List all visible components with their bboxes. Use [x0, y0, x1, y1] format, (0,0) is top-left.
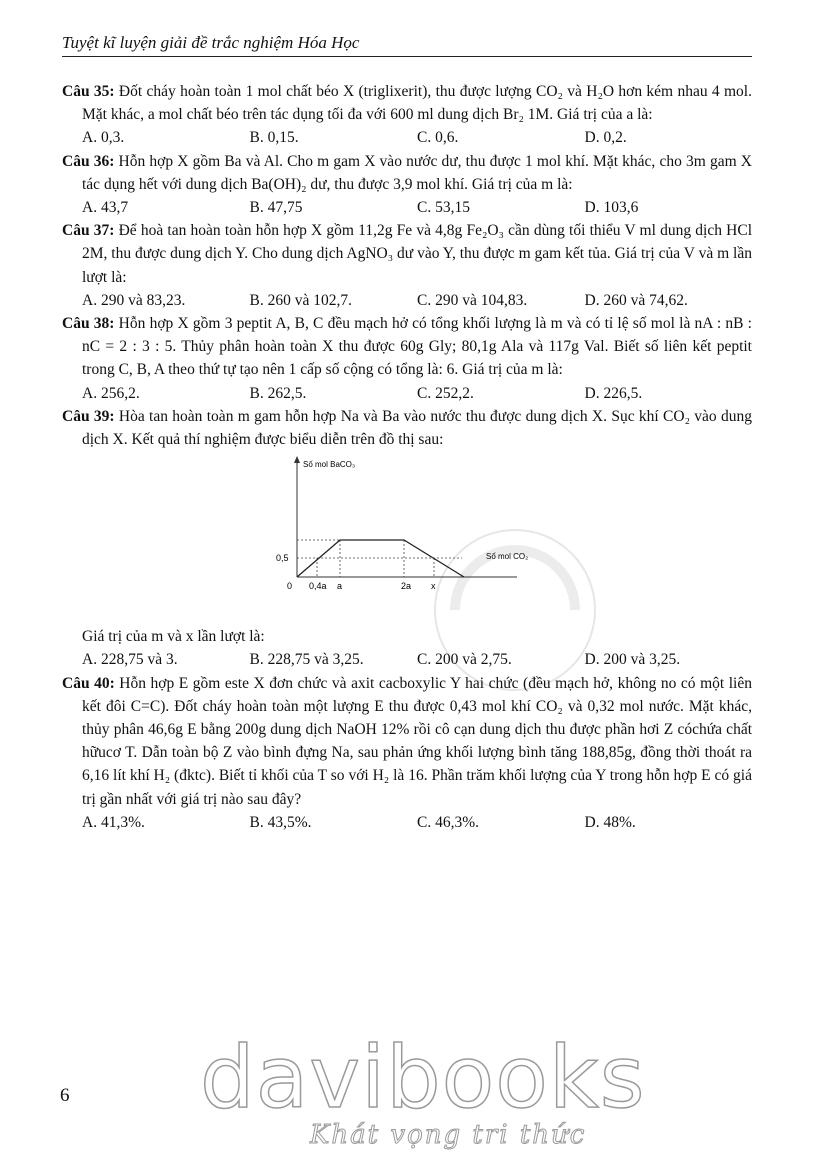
page-number: 6: [60, 1085, 70, 1106]
question-text: Đốt cháy hoàn toàn 1 mol chất béo X (triglixerit), thu được lượng CO₂ và H₂O hơn kém nhau 4 mol. Mặt khác, a mol chất béo trên tác dụng tối đa với 600 ml dung dịch Br₂ 1M. Giá trị của a là:: [82, 83, 752, 124]
question-40: [62, 672, 752, 834]
option-c: C. 200 và 2,75.: [417, 651, 512, 669]
x-tick-label: 0,4a: [309, 581, 327, 592]
question-list: [62, 80, 752, 834]
option-b: B. 47,75: [249, 199, 303, 217]
question-text: Hỗn hợp X gồm Ba và Al. Cho m gam X vào nước dư, thu được 1 mol khí. Mặt khác, cho 3m gam X tác dụng hết với dung dịch Ba(OH)₂ dư, thu được 3,9 mol khí. Giá trị của m là:: [82, 152, 752, 193]
question-35: [62, 80, 752, 150]
question-number: Câu 38:: [62, 315, 115, 333]
option-c: C. 290 và 104,83.: [417, 291, 528, 309]
x-axis-label: Số mol CO₂: [486, 552, 529, 562]
question-38: [62, 312, 752, 405]
origin-label: 0: [287, 581, 293, 592]
question-text: Hòa tan hoàn toàn m gam hỗn hợp Na và Ba vào nước thu được dung dịch X. Sục khí CO₂ vào dung dịch X. Kết quả thí nghiệm được biểu diễn trên đồ thị sau:: [82, 407, 753, 449]
question-text: Hỗn hợp E gồm este X đơn chức và axit cacboxylic Y hai chức (đều mạch hở, không no có một liên kết đôi C=C). Đốt cháy hoàn toàn một lượng E thu được 0,43 mol khí CO₂ và 0,32 mol nước. Mặt khác, thủy phân 46,6g E bằng 200g dung dịch NaOH 12% rồi cô cạn dung dịch thu được phần hơi Z cóchứa chất hữucơ T. Dẫn toàn bộ Z vào bình đựng Na, sau phản ứng khối lượng bình tăng 188,85g, đồng thời thoát ra 6,16 lít khí H₂ (đktc). Biết tỉ khối của T so với H₂ là 16. Phần trăm khối lượng của Y trong hỗn hợp E có giá trị gần nhất với giá trị nào sau đây?: [82, 674, 752, 808]
publisher-logo: [200, 1028, 646, 1155]
option-c: C. 0,6.: [417, 129, 459, 147]
option-d: D. 0,2.: [584, 129, 627, 147]
question-text: Hỗn hợp X gồm 3 peptit A, B, C đều mạch hở có tổng khối lượng là m và có tỉ lệ số mol là nA : nB : nC = 2 : 3 : 5. Thủy phân hoàn toàn X thu được 60g Gly; 80,1g Ala và 117g Val. Biết số liên kết peptit trong C, B, A theo thứ tự tạo nên 1 cấp số cộng có tổng là: 6. Giá trị của m là:: [82, 315, 752, 379]
question-36: [62, 150, 752, 220]
option-a: A. 256,2.: [82, 384, 140, 402]
option-a: A. 228,75 và 3.: [82, 651, 178, 669]
option-b: B. 228,75 và 3,25.: [249, 651, 364, 669]
question-37: [62, 219, 752, 312]
question-text: Để hoà tan hoàn toàn hỗn hợp X gồm 11,2g Fe và 4,8g Fe₂O₃ cần dùng tối thiểu V ml dung dịch HCl 2M, thu được dung dịch Y. Cho dung dịch AgNO₃ dư vào Y, thu được m gam kết tủa. Giá trị của V và m lần lượt là:: [82, 222, 753, 286]
logo-slogan: Khát vọng tri thức: [310, 1120, 587, 1150]
x-tick-label: x: [431, 581, 436, 592]
question-number: Câu 39:: [62, 407, 115, 425]
answer-options: [62, 196, 752, 219]
option-a: A. 290 và 83,23.: [82, 291, 186, 309]
answer-options: [62, 382, 752, 405]
x-tick-label: 2a: [401, 581, 412, 592]
question-number: Câu 37:: [62, 222, 115, 240]
answer-options: [62, 289, 752, 312]
option-a: A. 43,7: [82, 199, 129, 217]
answer-options: [62, 126, 752, 149]
option-b: B. 260 và 102,7.: [249, 291, 352, 309]
question-39-prompt: Giá trị của m và x lần lượt là:: [82, 628, 265, 646]
option-c: C. 53,15: [417, 199, 470, 217]
option-d: D. 260 và 74,62.: [584, 291, 688, 309]
y-tick-label: 0,5: [276, 553, 289, 564]
option-b: B. 43,5%.: [249, 813, 312, 831]
y-axis-arrow: [294, 456, 300, 463]
option-a: A. 41,3%.: [82, 813, 145, 831]
x-tick-label: a: [337, 581, 343, 592]
option-d: D. 103,6: [584, 199, 639, 217]
question-number: Câu 40:: [62, 674, 115, 692]
option-d: D. 200 và 3,25.: [584, 651, 681, 669]
option-d: D. 48%.: [584, 813, 636, 831]
series-line-baco3: [297, 540, 464, 577]
answer-options: [62, 648, 752, 671]
chart-svg: [272, 455, 532, 605]
header-title: Tuyệt kĩ luyện giải đề trắc nghiệm Hóa Học: [62, 33, 360, 52]
option-b: B. 262,5.: [249, 384, 307, 402]
page-header: [62, 30, 752, 57]
question-number: Câu 35:: [62, 83, 115, 100]
option-b: B. 0,15.: [249, 129, 299, 147]
question-39: [62, 405, 752, 672]
option-c: C. 46,3%.: [417, 813, 479, 831]
logo-wordmark: davibooks: [200, 1028, 646, 1128]
option-d: D. 226,5.: [584, 384, 643, 402]
chart-marks: [276, 540, 464, 591]
option-c: C. 252,2.: [417, 384, 474, 402]
answer-options: [62, 811, 752, 834]
y-axis-label: Số mol BaCO₃: [303, 460, 356, 470]
baco3-chart: [272, 455, 532, 605]
option-a: A. 0,3.: [82, 129, 125, 147]
question-number: Câu 36:: [62, 152, 115, 170]
